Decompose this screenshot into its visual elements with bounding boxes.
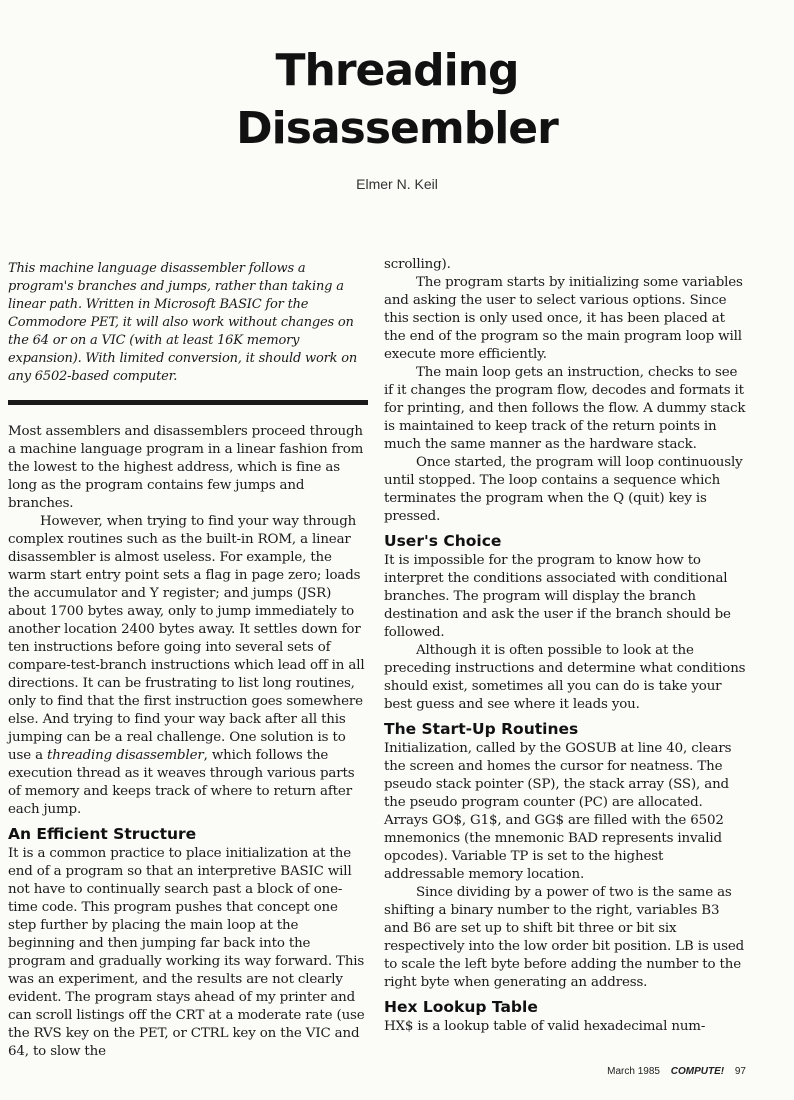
paragraph-loop-quit: Once started, the program will loop continuously until stopped. The loop contains a sequence which terminates the program when the Q (quit) key is pressed. xyxy=(384,455,743,524)
footer-magazine: COMPUTE! xyxy=(670,1066,725,1077)
emphasis-threading-disassembler: threading disassembler xyxy=(47,748,204,763)
paragraph-intro: Most assemblers and disassemblers proceed through a machine language program in a linear fashion from the lowest to the highest address, which is fine as long as the program contains few jumps and branches. xyxy=(8,424,364,511)
paragraph-shifting: Since dividing by a power of two is the same as shifting a binary number to the right, variables B3 and B6 are set up to shift bit three or bit six respectively into the low order bit position. LB is used to scale the left byte before adding the number to the right byte when generating an address. xyxy=(384,885,745,990)
section-divider xyxy=(8,400,368,405)
paragraph-branches: It is impossible for the program to know how to interpret the conditions associated with conditional branches. The program will display the branch destination and ask the user if the branch should be followed. xyxy=(384,553,731,640)
article-title xyxy=(0,42,794,158)
footer-date: March 1985 xyxy=(607,1066,660,1077)
heading-startup-routines: The Start-Up Routines xyxy=(384,720,579,738)
heading-users-choice: User's Choice xyxy=(384,532,502,550)
footer-page-number: 97 xyxy=(734,1066,746,1077)
page-footer xyxy=(607,1066,746,1077)
heading-hex-lookup: Hex Lookup Table xyxy=(384,998,538,1016)
paragraph-hex: HX$ is a lookup table of valid hexadecimal num- xyxy=(384,1019,706,1034)
paragraph-structure: It is a common practice to place initialization at the end of a program so that an interpretive BASIC will not have to continually search past a block of one-time code. This program pushes that concept one step further by placing the main loop at the beginning and then jumping far back into the program and gradually working its way forward. This was an experiment, and the results are not clearly evident. The program stays ahead of my printer and can scroll listings off the CRT at a moderate rate (use the RVS key on the PET, or CTRL key on the VIC and 64, to slow the xyxy=(8,846,365,1059)
paragraph-rom xyxy=(8,513,368,819)
left-column xyxy=(8,256,368,1061)
right-column xyxy=(384,256,746,1036)
heading-efficient-structure: An Efficient Structure xyxy=(8,825,197,843)
paragraph-scrolling: scrolling). xyxy=(384,257,451,272)
title-line-1: Threading xyxy=(275,45,519,96)
abstract: This machine language disassembler follows a program's branches and jumps, rather than taking a linear path. Written in Microsoft BASIC for the Commodore PET, it will also work without changes on the 64 or on a VIC (with at least 16K memory expansion). With limited conversion, it should work on any 6502-based computer. xyxy=(8,261,357,384)
paragraph-initializing: The program starts by initializing some variables and asking the user to select various options. Since this section is only used once, it has been placed at the end of the program so the main program loop will execute more efficiently. xyxy=(384,275,743,362)
paragraph-rom-text-a: However, when trying to find your way through complex routines such as the built-in ROM, a linear disassembler is almost useless. For example, the warm start entry point sets a flag in page zero; loads the accumulator and Y register; and jumps (JSR) about 1700 bytes away, only to jump immediately to another location 2400 bytes away. It settles down for ten instructions before going into several sets of compare-test-branch instructions which lead off in all directions. It can be frustrating to list long routines, only to find that the first instruction goes somewhere else. And trying to find your way back after all this jumping can be a real challenge. One solution is to use a xyxy=(8,514,365,763)
paragraph-main-loop: The main loop gets an instruction, checks to see if it changes the program flow, decodes and formats it for printing, and then follows the flow. A dummy stack is maintained to keep track of the return points in much the same manner as the hardware stack. xyxy=(384,365,746,452)
paragraph-rom-text-b: , which follows the execution thread as it weaves through various parts of memory and keeps track of where to return after each jump. xyxy=(8,748,355,817)
paragraph-best-guess: Although it is often possible to look at the preceding instructions and determine what conditions should exist, sometimes all you can do is take your best guess and see where it leads you. xyxy=(384,643,746,712)
author-byline: Elmer N. Keil xyxy=(356,176,438,192)
paragraph-initialization: Initialization, called by the GOSUB at line 40, clears the screen and homes the cursor for neatness. The pseudo stack pointer (SP), the stack array (SS), and the pseudo program counter (PC) are allocated. Arrays GO$, G1$, and GG$ are filled with the 6502 mnemonics (the mnemonic BAD represents invalid opcodes). Variable TP is set to the highest addressable memory location. xyxy=(384,741,732,882)
title-line-2: Disassembler xyxy=(236,103,558,154)
